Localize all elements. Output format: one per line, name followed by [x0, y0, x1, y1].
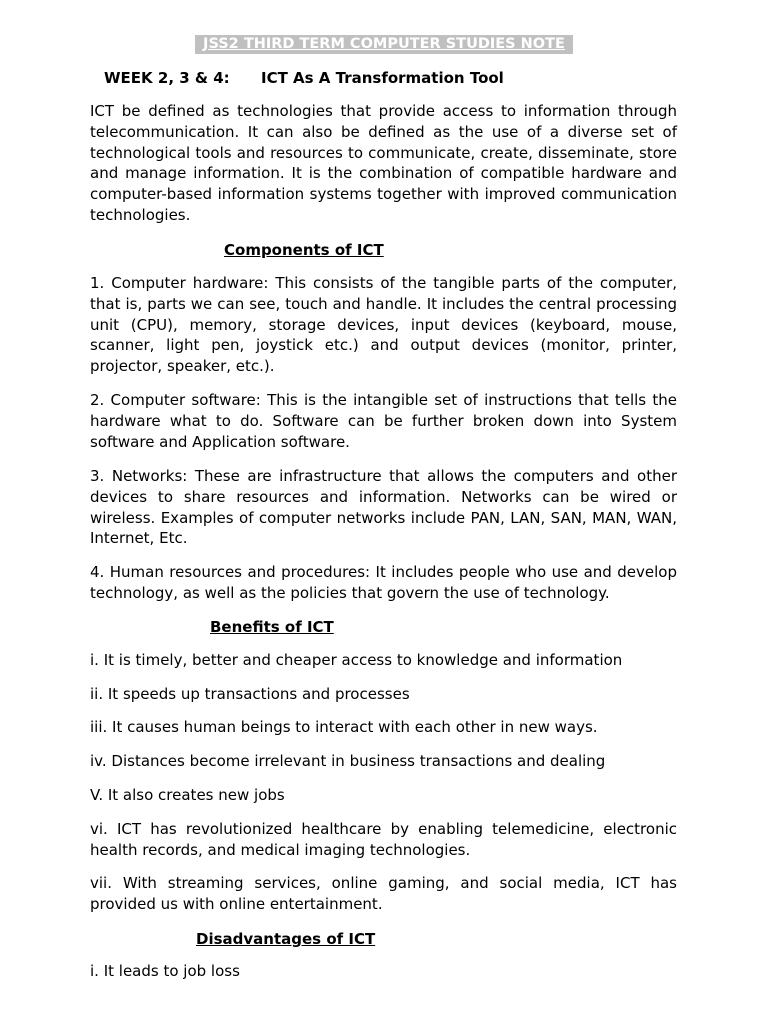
- disadvantage-item: i. It leads to job loss: [90, 962, 240, 980]
- document-banner: JSS2 THIRD TERM COMPUTER STUDIES NOTE: [195, 35, 573, 54]
- week-label: WEEK 2, 3 & 4:: [104, 69, 230, 87]
- components-heading: Components of ICT: [224, 241, 384, 259]
- component-item: 1. Computer hardware: This consists of the tangible parts of the computer, that is, parts we can see, touch and handle. It includes the central processing unit (CPU), memory, storage devices, input devices (keyboard, mouse, scanner, light pen, joystick etc.) and output devices (monitor, printer, projector, speaker, etc.).: [90, 274, 677, 376]
- component-item: 3. Networks: These are infrastructure that allows the computers and other devices to share resources and information. Networks can be wired or wireless. Examples of computer networks include PAN, LAN, SAN, MAN, WAN, Internet, Etc.: [90, 467, 677, 548]
- component-item: 2. Computer software: This is the intangible set of instructions that tells the hardware what to do. Software can be further broken down into System software and Application software.: [90, 391, 677, 451]
- disadvantages-heading: Disadvantages of ICT: [196, 930, 376, 948]
- benefits-heading: Benefits of ICT: [210, 618, 334, 636]
- component-item: 4. Human resources and procedures: It includes people who use and develop technology, as well as the policies that govern the use of technology.: [90, 563, 677, 602]
- benefit-item: i. It is timely, better and cheaper access to knowledge and information: [90, 651, 623, 669]
- week-heading: [104, 67, 504, 89]
- benefit-item: vii. With streaming services, online gaming, and social media, ICT has provided us with online entertainment.: [90, 874, 677, 913]
- benefit-item: iv. Distances become irrelevant in business transactions and dealing: [90, 752, 606, 770]
- benefit-item: vi. ICT has revolutionized healthcare by enabling telemedicine, electronic health records, and medical imaging technologies.: [90, 820, 677, 859]
- benefit-item: ii. It speeds up transactions and processes: [90, 685, 410, 703]
- benefit-item: iii. It causes human beings to interact with each other in new ways.: [90, 718, 598, 736]
- week-title: ICT As A Transformation Tool: [260, 69, 504, 87]
- benefit-item: V. It also creates new jobs: [90, 786, 285, 804]
- intro-paragraph: ICT be defined as technologies that provide access to information through telecommunication. It can also be defined as the use of a diverse set of technological tools and resources to communicate, create, disseminate, store and manage information. It is the combination of compatible hardware and computer-based information systems together with improved communication technologies.: [90, 102, 677, 224]
